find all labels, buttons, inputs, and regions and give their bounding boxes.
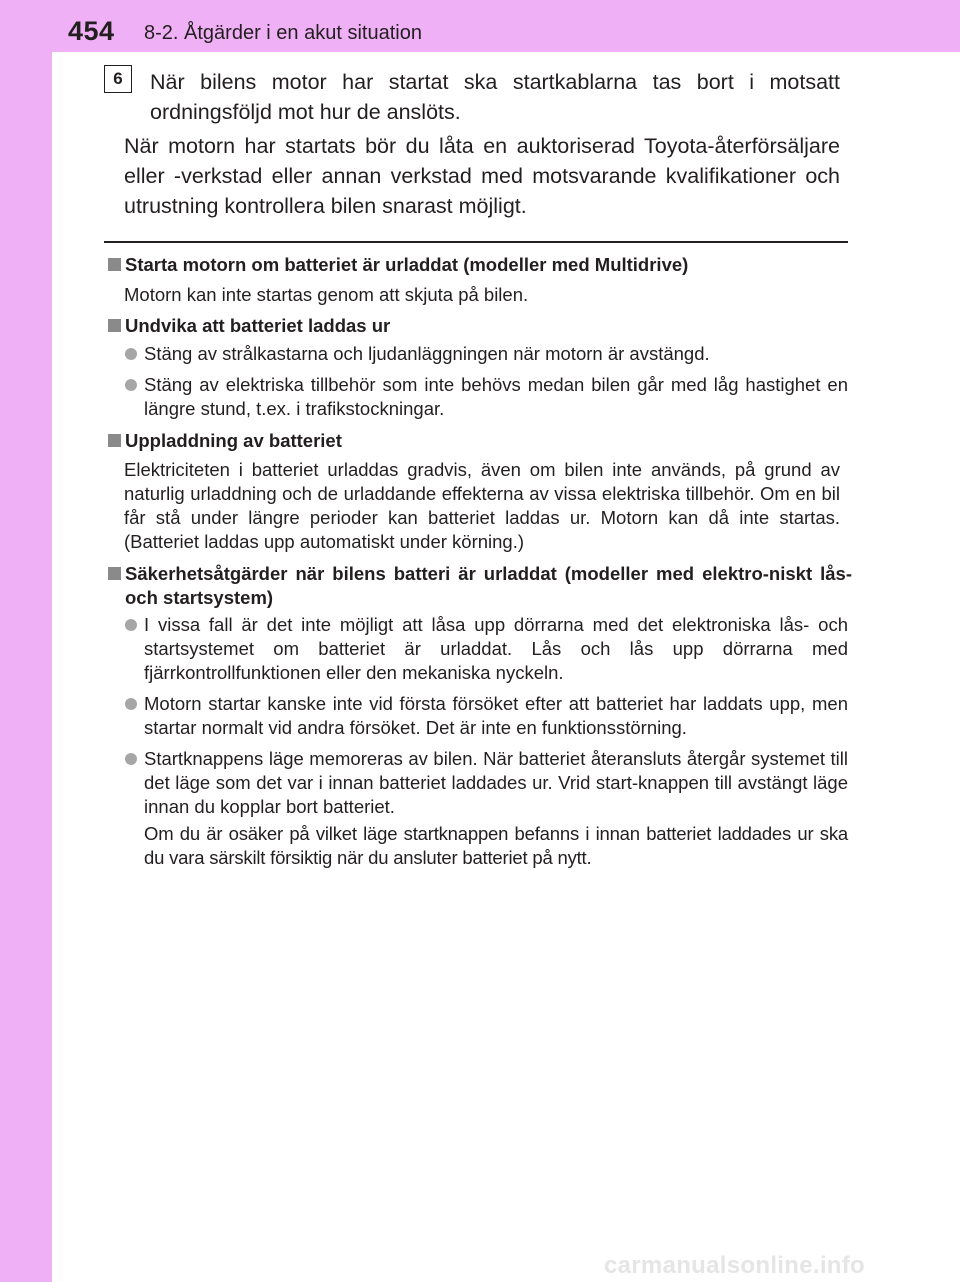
square-bullet-icon (108, 434, 121, 447)
round-bullet-icon (125, 698, 137, 710)
section-heading-text: Starta motorn om batteriet är urladdat (modeller med Multidrive) (125, 254, 689, 275)
list-item-text: I vissa fall är det inte möjligt att låsa upp dörrarna med det elektroniska lås- och startsystemet om batteriet är urladdat. Lås och lås upp dörrarna med fjärrkontrollfunktionen eller den mekaniska nyckeln. (144, 614, 848, 683)
section-heading-text: Säkerhetsåtgärder när bilens batteri är urladdat (modeller med elektro-niskt lås- och startsystem) (125, 563, 852, 608)
section-heading (108, 253, 852, 277)
step-number-badge: 6 (104, 65, 132, 93)
page-number: 454 (68, 16, 115, 46)
list-item-continuation: Om du är osäker på vilket läge startknappen befanns i innan batteriet laddades ur ska du vara särskilt försiktig när du ansluter batteriet på nytt. (144, 823, 848, 868)
list-item (124, 747, 848, 819)
round-bullet-icon (125, 348, 137, 360)
section-heading (108, 429, 852, 453)
watermark: carmanualsonline.info (604, 1252, 866, 1279)
square-bullet-icon (108, 567, 121, 580)
round-bullet-icon (125, 619, 137, 631)
list-item (124, 692, 848, 740)
section-heading (108, 562, 852, 610)
step-instruction: När bilens motor har startat ska startkablarna tas bort i motsatt ordningsföljd mot hur de anslöts. (150, 70, 840, 124)
step-note: När motorn har startats bör du låta en auktoriserad Toyota-återförsäljare eller -verkstad eller annan verkstad med motsvarande kvalifikationer och utrustning kontrollera bilen snarast möjligt. (124, 134, 840, 218)
section-heading-text: Uppladdning av batteriet (125, 430, 342, 451)
round-bullet-icon (125, 753, 137, 765)
section-heading (108, 314, 852, 338)
list-item (124, 613, 848, 685)
list-item-text: Startknappens läge memoreras av bilen. När batteriet återansluts återgår systemet till det läge som det var i innan batteriet laddades ur. Vrid start-knappen till avstängt läge innan du kopplar bort batteriet. (144, 748, 848, 817)
section-title: 8-2. Åtgärder i en akut situation (144, 22, 422, 44)
square-bullet-icon (108, 319, 121, 332)
round-bullet-icon (125, 379, 137, 391)
list-item-text: Stäng av strålkastarna och ljudanläggningen när motorn är avstängd. (144, 343, 710, 364)
divider-rule (104, 241, 848, 243)
list-item-text: Motorn startar kanske inte vid första försöket efter att batteriet har laddats upp, men startar normalt vid andra försöket. Det är inte en funktionsstörning. (144, 693, 848, 738)
square-bullet-icon (108, 258, 121, 271)
chapter-side-band (0, 0, 52, 1282)
list-item-text: Stäng av elektriska tillbehör som inte behövs medan bilen går med låg hastighet en längre stund, t.ex. i trafikstockningar. (144, 374, 848, 419)
section-heading-text: Undvika att batteriet laddas ur (125, 315, 391, 336)
section-body: Elektriciteten i batteriet urladdas gradvis, även om bilen inte används, på grund av naturlig urladdning och de urladdande effekterna av vissa elektriska tillbehör. Om en bil får stå under längre perioder kan batteriet laddas ur. Motorn kan då inte startas. (Batteriet laddas upp automatiskt under körning.) (124, 459, 840, 552)
list-item (124, 342, 848, 366)
section-body: Motorn kan inte startas genom att skjuta på bilen. (124, 284, 529, 305)
list-item (124, 373, 848, 421)
